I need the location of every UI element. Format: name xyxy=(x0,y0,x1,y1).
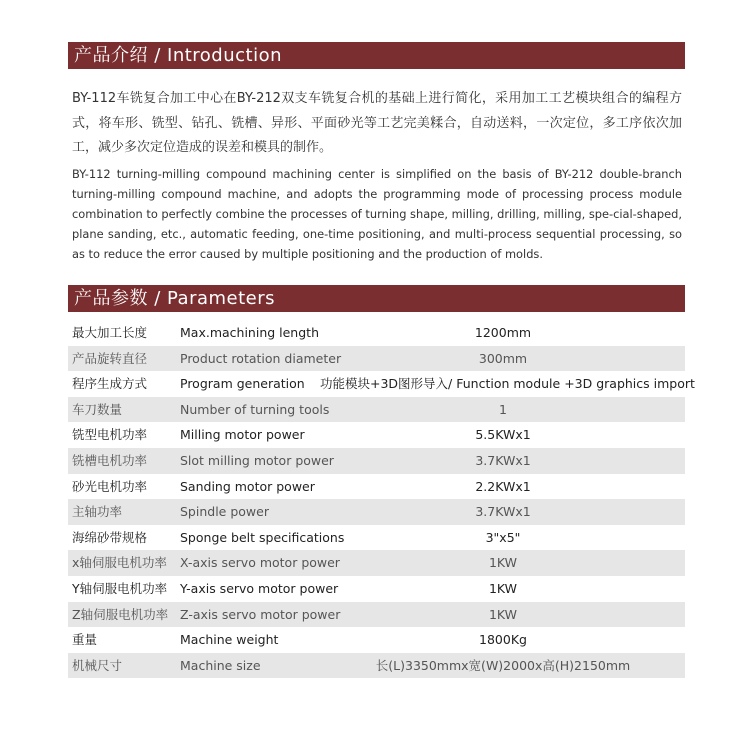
param-value: 1800Kg xyxy=(479,632,527,648)
param-name-english: Sponge belt specifications xyxy=(180,529,345,545)
introduction-heading: 产品介绍 / Introduction xyxy=(68,42,685,69)
introduction-text-english: BY-112 turning-milling compound machining center is simplified on the basis of BY-212 double-branch turning-milling compound machine, and adopts the programming mode of processing process module combination to perfectly combine the processes of turning shape, milling, drilling, milling, spe-cial-shaped, plane sanding, etc., automatic feeding, one-time positioning, and multi-process sequential processing, so as to reduce the error caused by multiple positioning and the production of molds. xyxy=(72,167,683,261)
table-row xyxy=(68,653,685,679)
param-name-english: Max.machining length xyxy=(180,325,319,340)
param-name-chinese: x轴伺服电机功率 xyxy=(72,555,167,571)
param-name-english: Product rotation diameter xyxy=(180,350,342,366)
param-name-chinese: 重量 xyxy=(72,632,98,648)
param-name-english: Program generation xyxy=(180,376,305,392)
param-value: 3.7KWx1 xyxy=(475,452,531,468)
param-name-chinese: 海绵砂带规格 xyxy=(72,529,148,545)
param-value: 1200mm xyxy=(474,325,532,340)
param-name-english: Slot milling motor power xyxy=(180,452,334,468)
param-name-english: Y-axis servo motor power xyxy=(180,580,339,596)
table-row xyxy=(68,576,685,602)
table-row xyxy=(68,320,685,346)
param-name-chinese: Y轴伺服电机功率 xyxy=(72,580,168,596)
table-row xyxy=(68,371,695,397)
param-name-chinese: Z轴伺服电机功率 xyxy=(72,606,169,622)
table-row xyxy=(68,474,685,500)
param-name-chinese: 主轴功率 xyxy=(72,504,123,520)
parameters-heading: 产品参数 / Parameters xyxy=(68,285,685,312)
param-value: 1KW xyxy=(488,580,518,596)
param-name-chinese: 最大加工长度 xyxy=(72,325,148,340)
introduction-text-chinese: BY-112车铣复合加工中心在BY-212双支车铣复合机的基础上进行简化，采用加工工艺模块组合的编程方式，将车形、铣型、钻孔、铣槽、异形、平面砂光等工艺完美糅合，自动送料，一次定位，多工序依次加工，减少多次定位造成的误差和模具的制作。 xyxy=(72,91,682,155)
table-row xyxy=(68,422,685,448)
table-row xyxy=(68,499,685,525)
parameters-table xyxy=(68,320,695,678)
param-name-chinese: 车刀数量 xyxy=(72,401,123,417)
table-row xyxy=(68,397,685,423)
param-name-english: Machine weight xyxy=(180,632,279,648)
param-value: 2.2KWx1 xyxy=(475,478,531,494)
param-value: 3.7KWx1 xyxy=(475,504,531,520)
param-value: 1KW xyxy=(488,606,518,622)
table-row xyxy=(68,346,685,372)
table-row xyxy=(68,448,685,474)
param-name-chinese: 铣槽电机功率 xyxy=(72,452,148,468)
param-value: 功能模块+3D图形导入/ Function module +3D graphics import xyxy=(320,376,695,392)
table-row xyxy=(68,525,685,551)
param-name-english: Milling motor power xyxy=(180,427,305,443)
param-name-english: Sanding motor power xyxy=(180,478,315,494)
param-name-chinese: 机械尺寸 xyxy=(72,657,123,673)
param-value: 300mm xyxy=(478,350,528,366)
table-row xyxy=(68,550,685,576)
table-row xyxy=(68,602,685,628)
param-name-english: X-axis servo motor power xyxy=(180,555,340,571)
param-name-english: Spindle power xyxy=(180,504,269,520)
param-value: 1KW xyxy=(488,555,518,571)
param-name-chinese: 砂光电机功率 xyxy=(72,478,148,494)
param-value: 3"x5" xyxy=(485,529,521,545)
param-name-chinese: 产品旋转直径 xyxy=(72,350,148,366)
param-value: 长(L)3350mmx宽(W)2000x高(H)2150mm xyxy=(375,657,631,673)
param-name-english: Z-axis servo motor power xyxy=(180,606,341,622)
param-name-english: Machine size xyxy=(180,657,261,673)
param-name-chinese: 铣型电机功率 xyxy=(72,427,148,443)
table-row xyxy=(68,627,685,653)
param-value: 1 xyxy=(499,401,507,417)
param-name-english: Number of turning tools xyxy=(180,401,330,417)
param-name-chinese: 程序生成方式 xyxy=(72,376,148,392)
param-value: 5.5KWx1 xyxy=(475,427,531,443)
